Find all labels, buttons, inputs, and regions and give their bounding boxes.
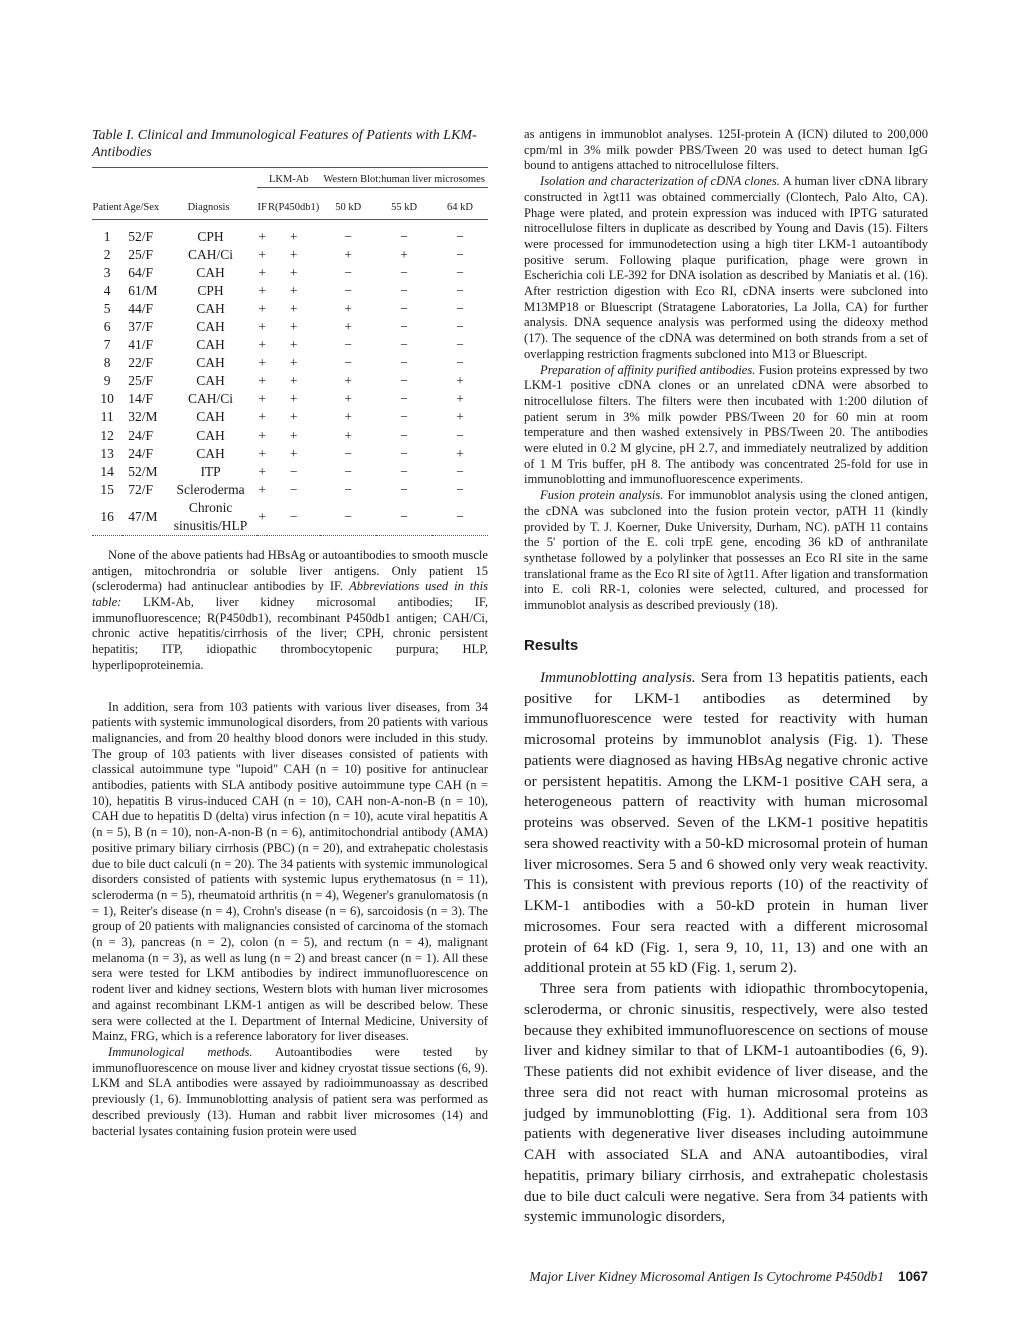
table-cell: 72/F — [128, 481, 154, 497]
table-title: Table I. Clinical and Immunological Features of Patients with LKM-Antibodies — [92, 128, 477, 160]
table-cell: + — [258, 337, 266, 353]
paragraph-methods: Immunological methods. Autoantibodies were tested by immunofluorescence on mouse liver and kidney cryostat tissue sections (6, 9). LKM and SLA antibodies were assayed by radioimmunoassay as described previously (1, 6). Immunoblotting analysis of patient sera was performed as described previously (13). Human and rabbit liver microsomes (14) and bacterial lysates containing fusion protein were used — [92, 1045, 488, 1138]
table-cell: 61/M — [128, 282, 158, 298]
table-cell: 22/F — [128, 355, 154, 371]
table-cell: + — [344, 246, 353, 262]
table-cell: − — [400, 427, 408, 443]
table-cell: − — [456, 264, 464, 280]
table-cell: 25/F — [128, 246, 154, 262]
table-cell: + — [258, 318, 266, 334]
table-cell: − — [400, 228, 408, 244]
table-row — [92, 300, 488, 318]
table-cell: 13 — [100, 445, 114, 461]
table-cell: 47/M — [128, 508, 158, 524]
table-cell: + — [344, 427, 353, 443]
table-cell: − — [400, 264, 408, 280]
table-cell: + — [258, 373, 266, 389]
column-header: Age/Sex — [122, 202, 160, 213]
column-header: 64 kD — [447, 202, 473, 213]
table-cell: 37/F — [128, 318, 154, 334]
table-cell: Scleroderma — [176, 481, 245, 497]
table-cell: 14/F — [128, 391, 154, 407]
column-header: Diagnosis — [187, 202, 230, 213]
table-cell: − — [344, 463, 353, 479]
table-cell: + — [258, 246, 266, 262]
table-cell: + — [258, 463, 266, 479]
table-cell: 52/M — [128, 463, 158, 479]
table-row — [92, 408, 488, 426]
table-cell: + — [289, 409, 298, 425]
table-cell: 32/M — [128, 409, 158, 425]
table-cell: 7 — [103, 337, 111, 353]
table-cell: − — [400, 318, 408, 334]
table-cell: 11 — [100, 409, 114, 425]
right-body: as antigens in immunoblot analyses. 125I-protein A (ICN) diluted to 200,000 cpm/ml in 3% milk powder PBS/Tween 20 was used to detect human IgG bound to antigens attached to nitrocellulose filters. Isolation and characterization of cDNA clones. A human liver cDNA library constructed in λgt11 was obtained commercially (Clontech, Palo Alto, CA). Phage were plated, and protein expression was induced with IPTG saturated nitrocellulose filters in duplicate as described by Young and Davis (15). Filters were processed for immunodetection using a high titer LKM-1 autoantibody positive serum. Following plaque purification, phage were grown in Escherichia coli LE-392 for DNA isolation as described by Maniatis et al. (16). After restriction digestion with Eco RI, cDNA inserts were subcloned into M13MP18 or Bluescript (Stratagene Laboratories, La Jolla, CA) for further analysis. DNA sequence analysis was performed using the dideoxy method (17). The sequence of the cDNA was determined on both strands from a set of overlapping restriction fragments subcloned into M13 or Bluescript. Preparation of affinity purified antibodies. Fusion proteins expressed by two LKM-1 positive cDNA clones or an unrelated cDNA were absorbed to nitrocellulose filters. The filters were then incubated with 1:200 dilution of patient serum in 3% milk powder PBS/Tween 20 for 60 min at room temperature and then washed extensively in PBS/Tween 20. The antibodies were eluted in 0.2 M glycine, pH 2.7, and immediately neutralized by addition of 1 M Tris buffer, pH 8. The antibody was concentrated 25-fold for use in immunoblotting and immunofluorescence experiments. Fusion protein analysis. For immunoblot analysis using the cloned antigen, the cDNA was subcloned into the fusion protein vector, pATH 11 (kindly provided by T. J. Koerner, Duke University, Durham, NC). pATH 11 contains the 5' portion of the E. coli trpE gene, encoding 36 kD of anthranilate synthetase followed by a polylinker that possesses an Eco RI site in the same translational frame as the Eco RI site of λgt11. After ligation and transformation into E. coli RR-1, colonies were selected, cultured, and processed for immunoblot analysis as described previously (18). — [524, 127, 929, 613]
table-cell: 16 — [100, 508, 114, 524]
table-row — [92, 481, 488, 499]
table-cell: CAH — [196, 355, 225, 371]
table-cell: + — [456, 445, 464, 461]
table-cell: + — [258, 409, 266, 425]
table-cell: + — [289, 228, 298, 244]
table-cell: − — [400, 391, 408, 407]
table-cell: − — [456, 481, 464, 497]
paragraph: In addition, sera from 103 patients with various liver diseases, from 34 patients with systemic immunological disorders, from 20 patients with various malignancies, and from 20 healthy blood donors were included in this study. The group of 103 patients with liver diseases consisted of patients with classical autoimmune type "lupoid" CAH (n = 10) positive for antinuclear antibodies, patients with SLA antibody positive autoimmune type CAH (n = 10), hepatitis B virus-induced CAH (n = 10), CAH non-A-non-B (n = 10), CAH due to hepatitis D (delta) virus infection (n = 10), acute viral hepatitis A (n = 5), B (n = 10), non-A-non-B (n = 6), antimitochondrial antibody (AMA) positive primary biliary cirrhosis (PBC) (n = 20), and extrahepatic cholestasis due to bile duct calculi (n = 20). The 34 patients with systemic immunological disorders consisted of patients with systemic lupus erythematosus (n = 11), scleroderma (n = 5), rheumatoid arthritis (n = 4), Wegener's granulomatosis (n = 1), Reiter's disease (n = 4), Crohn's disease (n = 6), sarcoidosis (n = 3). The group of 20 patients with malignancies consisted of carcinoma of the stomach (n = 3), pancreas (n = 2), colon (n = 5), and rectum (n = 4), malignant melanoma (n = 3), as well as lung (n = 2) and breast cancer (n = 1). All these sera were tested for LKM antibodies by indirect immunofluorescence on rodent liver and kidney sections, Western blots with human liver microsomes and against recombinant LKM-1 antigen as will be described below. These sera were collected at the I. Department of Internal Medicine, University of Mainz, FRG, which is a reference laboratory for liver diseases. — [92, 699, 488, 1044]
table-cell: + — [400, 246, 408, 262]
table-cell: − — [344, 228, 353, 244]
group-header-lkm: LKM-Ab — [257, 168, 320, 188]
table-cell: − — [344, 264, 353, 280]
group-header-western: Western Blot:human liver microsomes — [320, 168, 488, 188]
table-cell: − — [456, 463, 464, 479]
table-cell: CAH — [196, 300, 225, 316]
table-cell: 52/F — [128, 228, 154, 244]
table-cell: − — [289, 481, 298, 497]
table-cell: − — [456, 246, 464, 262]
table-cell: + — [289, 246, 298, 262]
table-row — [92, 390, 488, 408]
table-cell: + — [289, 373, 298, 389]
table-cell: − — [400, 481, 408, 497]
table-cell: − — [400, 355, 408, 371]
table-cell: CAH — [196, 337, 225, 353]
table-cell: + — [456, 373, 464, 389]
section-heading-results: Results — [524, 636, 579, 654]
table-cell: − — [456, 337, 464, 353]
table-cell: 12 — [100, 427, 114, 443]
table-cell: − — [400, 282, 408, 298]
table-cell: + — [344, 300, 353, 316]
table-cell: 2 — [103, 246, 111, 262]
table-cell: + — [258, 445, 266, 461]
table-cell: − — [289, 463, 298, 479]
table-cell: + — [344, 318, 353, 334]
table-cell: CAH — [196, 373, 225, 389]
table-cell: CAH — [196, 445, 225, 461]
table-cell: CAH — [196, 427, 225, 443]
table-row — [92, 445, 488, 463]
column-header: 55 kD — [391, 202, 418, 213]
table-cell: + — [344, 373, 353, 389]
table-cell: + — [456, 391, 464, 407]
table-cell: + — [289, 264, 298, 280]
patients-table — [92, 167, 488, 536]
table-cell: + — [258, 427, 266, 443]
table-row — [92, 427, 488, 445]
table-row — [92, 228, 488, 246]
right-column — [524, 127, 928, 1228]
table-cell: CAH — [196, 319, 225, 335]
table-cell: − — [400, 445, 408, 461]
table-row — [92, 336, 488, 354]
running-title: Major Liver Kidney Microsomal Antigen Is Cytochrome P450db1 — [529, 1269, 884, 1284]
table-cell: + — [289, 318, 298, 334]
table-cell: 8 — [103, 355, 111, 371]
table-row — [92, 499, 488, 536]
table-cell: 3 — [103, 264, 111, 280]
table-cell: − — [400, 463, 408, 479]
column-header: IF — [257, 202, 267, 213]
table-cell: 25/F — [128, 373, 154, 389]
left-column — [92, 127, 488, 1139]
table-cell: − — [456, 427, 464, 443]
table-cell: 44/F — [128, 300, 154, 316]
table-row — [92, 282, 488, 300]
table-cell: + — [344, 409, 353, 425]
table-cell: + — [289, 337, 298, 353]
table-cell: + — [289, 391, 298, 407]
table-cell: 24/F — [128, 445, 154, 461]
table-cell: − — [456, 282, 464, 298]
table-footnote: None of the above patients had HBsAg or autoantibodies to smooth muscle antigen, mitochrondria or soluble liver antigens. Only patient 15 (scleroderma) had antinuclear antibodies by IF. Abbreviations used in this table: LKM-Ab, liver kidney microsomal antibodies; IF, immunofluorescence; R(P450db1), recombinant P450db1 antigen; CAH/Ci, chronic active hepatitis/cirrhosis of the liver; CPH, chronic persistent hepatitis; ITP, idiopathic thrombocytopenic purpura; HLP, hyperlipoproteinemia. — [92, 547, 488, 672]
table-cell: CAH — [196, 409, 225, 425]
table-cell: CPH — [197, 282, 224, 298]
table-cell: − — [344, 337, 353, 353]
table-cell: 5 — [103, 300, 111, 316]
table-cell: + — [289, 427, 298, 443]
table-cell: + — [258, 264, 266, 280]
table-cell: − — [400, 337, 408, 353]
table-cell: CAH/Ci — [188, 246, 234, 262]
table-cell: − — [456, 318, 464, 334]
table-cell: + — [289, 445, 298, 461]
table-row — [92, 463, 488, 481]
table-cell: CPH — [197, 228, 224, 244]
table-cell: + — [344, 391, 353, 407]
table-row — [92, 372, 488, 390]
page-footer — [440, 1268, 928, 1286]
table-cell: 1 — [103, 228, 111, 244]
table-cell: + — [258, 228, 266, 244]
left-body — [92, 700, 488, 1140]
table-cell: − — [344, 355, 353, 371]
table-cell: − — [344, 445, 353, 461]
table-cell: − — [344, 282, 353, 298]
table-cell: + — [456, 409, 464, 425]
table-cell: 9 — [103, 373, 111, 389]
column-header: Patient — [92, 202, 122, 213]
table-cell: 15 — [100, 481, 114, 497]
table-row — [92, 354, 488, 372]
table-cell: ITP — [200, 463, 221, 479]
table-cell: 6 — [103, 318, 111, 334]
table-cell: CAH/Ci — [188, 391, 234, 407]
table-cell: + — [289, 300, 298, 316]
table-cell: − — [456, 228, 464, 244]
table-cell: 4 — [103, 282, 111, 298]
table-cell: + — [258, 300, 266, 316]
table-cell: − — [400, 409, 408, 425]
table-row — [92, 246, 488, 264]
table-cell: 24/F — [128, 427, 154, 443]
table-cell: − — [456, 355, 464, 371]
table-cell: − — [456, 508, 464, 524]
column-header: R(P450db1) — [267, 202, 320, 213]
table-cell: + — [289, 355, 298, 371]
table-cell: 10 — [100, 391, 114, 407]
table-cell: 41/F — [128, 337, 154, 353]
table-cell: + — [258, 508, 266, 524]
column-header: 50 kD — [335, 202, 362, 213]
table-cell: − — [344, 508, 353, 524]
table-cell: 14 — [100, 463, 114, 479]
table-cell: − — [344, 481, 353, 497]
table-cell: − — [400, 300, 408, 316]
table-cell: − — [289, 508, 298, 524]
table-cell: + — [258, 481, 266, 497]
table-cell: − — [400, 508, 408, 524]
table-row — [92, 318, 488, 336]
table-cell: + — [258, 391, 266, 407]
results-body: Immunoblotting analysis. Sera from 13 hepatitis patients, each positive for LKM-1 antibodies as determined by immunofluorescence were tested for reactivity with human microsomal proteins by immunoblot analysis (Fig. 1). These patients were diagnosed as having HBsAg negative chronic active or persistent hepatitis. Among the LKM-1 positive CAH sera, a heterogeneous pattern of reactivity with human microsomal proteins was observed. Seven of the LKM-1 positive hepatitis sera showed reactivity with a 50-kD microsomal protein of human liver microsomes. Sera 5 and 6 showed only very weak reactivity. This is consistent with previous reports (10) of the reactivity of LKM-1 antibodies with a 50-kD protein in human liver microsomes. Four sera reacted with a different microsomal protein of 64 kD (Fig. 1, sera 9, 10, 11, 13) and one with an additional protein at 55 kD (Fig. 1, serum 2). Three sera from patients with idiopathic thrombocytopenia, scleroderma, or chronic sinusitis, respectively, were also tested because they exhibited immunofluorescence on sections of mouse liver and kidney similar to that of LKM-1 autoantibodies (6, 9). These patients did not exhibit evidence of liver disease, and the three sera did not react with human microsomal proteins as judged by immunoblotting (Fig. 1). Additional sera from 103 patients with degenerative liver diseases including autoimmune CAH with associated SLA and ANA autoantibodies, viral hepatitis, primary biliary cirrhosis, and extrahepatic cholestasis due to bile duct calculi were negative. Sera from 34 patients with systemic immunologic disorders, — [524, 668, 928, 1226]
table-cell: Chronic sinusitis/HLP — [173, 499, 248, 533]
table-row — [92, 264, 488, 282]
table-cell: + — [258, 355, 266, 371]
page-number: 1067 — [897, 1269, 928, 1284]
table-cell: + — [258, 282, 266, 298]
table-cell: + — [289, 282, 298, 298]
table-cell: CAH — [196, 264, 225, 280]
table-cell: − — [456, 300, 464, 316]
table-cell: 64/F — [128, 264, 154, 280]
table-cell: − — [400, 373, 408, 389]
